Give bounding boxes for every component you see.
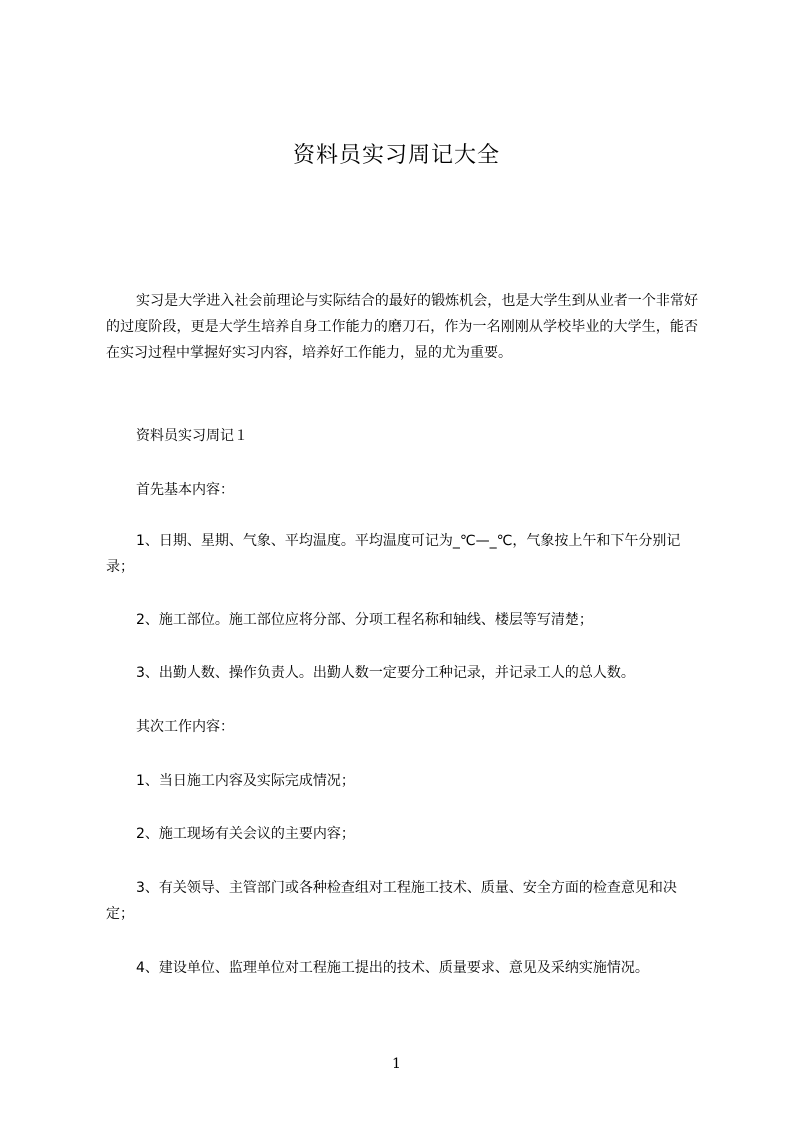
basic-item-1: 1、日期、星期、气象、平均温度。平均温度可记为_℃—_℃，气象按上午和下午分别记录； bbox=[106, 533, 681, 575]
intro-paragraph: 实习是大学进入社会前理论与实际结合的最好的锻炼机会，也是大学生到从业者一个非常好的过度阶段，更是大学生培养自身工作能力的磨刀石，作为一名刚刚从学校毕业的大学生，能否在实习过程中掌握好实习内容，培养好工作能力，显的尤为重要。 bbox=[106, 293, 698, 361]
section-heading: 资料员实习周记１ bbox=[136, 428, 248, 444]
basic-content-heading: 首先基本内容： bbox=[136, 482, 234, 498]
page-number: 1 bbox=[392, 1056, 401, 1072]
basic-item-3: 3、出勤人数、操作负责人。出勤人数一定要分工种记录，并记录工人的总人数。 bbox=[136, 665, 635, 681]
work-item-3: 3、有关领导、主管部门或各种检查组对工程施工技术、质量、安全方面的检查意见和决定； bbox=[106, 880, 677, 922]
work-item-2: 2、施工现场有关会议的主要内容； bbox=[136, 826, 355, 842]
basic-item-2: 2、施工部位。施工部位应将分部、分项工程名称和轴线、楼层等写清楚； bbox=[136, 612, 593, 628]
document-title: 资料员实习周记大全 bbox=[292, 143, 500, 168]
work-item-4: 4、建设单位、监理单位对工程施工提出的技术、质量要求、意见及采纳实施情况。 bbox=[136, 960, 649, 976]
work-content-heading: 其次工作内容： bbox=[136, 719, 234, 735]
work-item-1: 1、当日施工内容及实际完成情况； bbox=[136, 773, 355, 789]
